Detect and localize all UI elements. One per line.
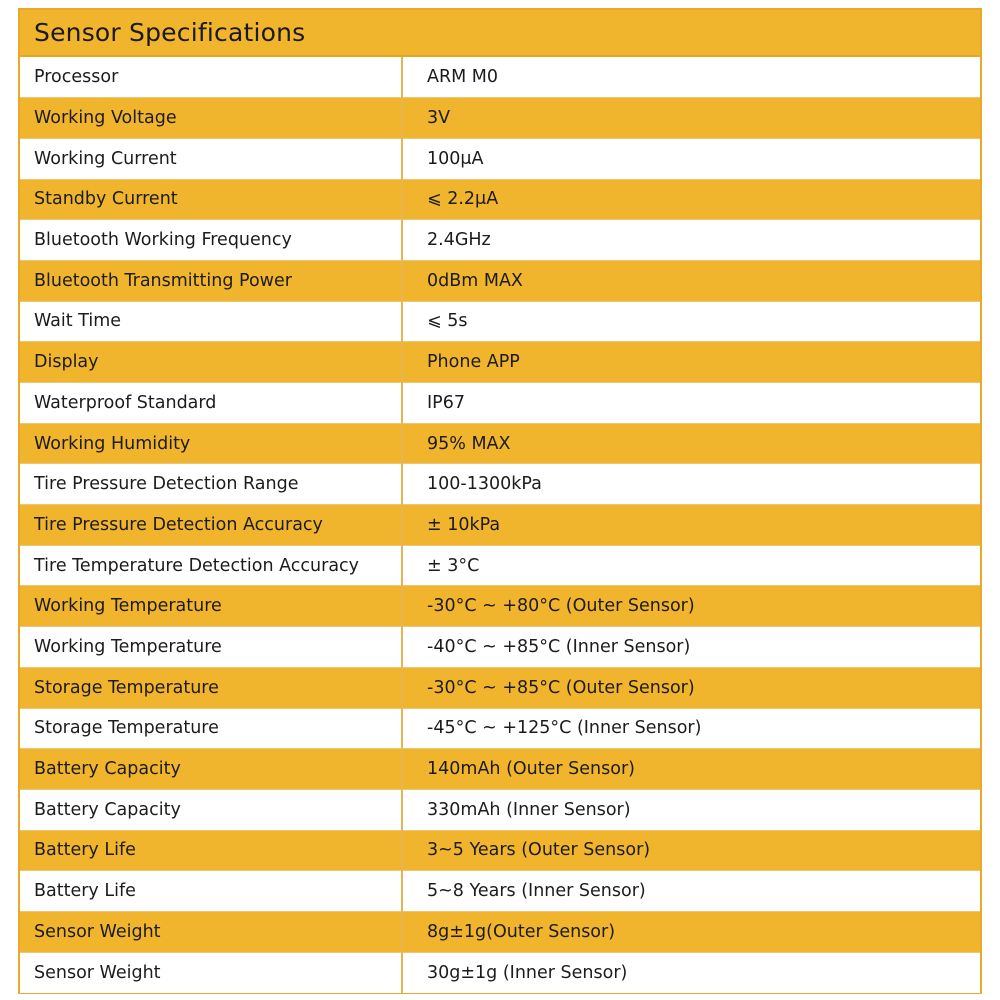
spec-label: Bluetooth Working Frequency (20, 220, 402, 261)
table-row (20, 260, 980, 301)
table-row (20, 342, 980, 383)
table-row (20, 57, 980, 98)
table-row (20, 383, 980, 424)
spec-value: ± 3°C (402, 545, 980, 586)
spec-value: 30g±1g (Inner Sensor) (402, 952, 980, 993)
spec-label: Processor (20, 57, 402, 98)
title-bar (20, 10, 980, 57)
table-row (20, 301, 980, 342)
page-title: Sensor Specifications (34, 18, 306, 47)
spec-label: Bluetooth Transmitting Power (20, 260, 402, 301)
table-row (20, 423, 980, 464)
spec-value: 0dBm MAX (402, 260, 980, 301)
spec-label: Working Humidity (20, 423, 402, 464)
spec-label: Sensor Weight (20, 911, 402, 952)
table-row (20, 627, 980, 668)
spec-label: Working Temperature (20, 627, 402, 668)
spec-table (20, 57, 980, 993)
table-row (20, 667, 980, 708)
spec-value: 95% MAX (402, 423, 980, 464)
table-row (20, 911, 980, 952)
spec-value: 100-1300kPa (402, 464, 980, 505)
table-row (20, 220, 980, 261)
spec-label: Storage Temperature (20, 667, 402, 708)
spec-label: Waterproof Standard (20, 383, 402, 424)
table-row (20, 789, 980, 830)
spec-value: -45°C ~ +125°C (Inner Sensor) (402, 708, 980, 749)
spec-value: ± 10kPa (402, 505, 980, 546)
spec-label: Tire Pressure Detection Range (20, 464, 402, 505)
table-row (20, 871, 980, 912)
table-row (20, 179, 980, 220)
table-row (20, 138, 980, 179)
spec-value: 3~5 Years (Outer Sensor) (402, 830, 980, 871)
spec-value: Phone APP (402, 342, 980, 383)
spec-value: ⩽ 5s (402, 301, 980, 342)
spec-table-body (20, 57, 980, 993)
spec-label: Working Current (20, 138, 402, 179)
spec-value: -30°C ~ +85°C (Outer Sensor) (402, 667, 980, 708)
table-row (20, 545, 980, 586)
spec-label: Battery Life (20, 871, 402, 912)
spec-label: Standby Current (20, 179, 402, 220)
spec-label: Battery Capacity (20, 749, 402, 790)
spec-label: Sensor Weight (20, 952, 402, 993)
spec-sheet (18, 8, 982, 994)
spec-value: 140mAh (Outer Sensor) (402, 749, 980, 790)
spec-value: 100μA (402, 138, 980, 179)
table-row (20, 830, 980, 871)
table-row (20, 505, 980, 546)
table-row (20, 464, 980, 505)
spec-value: 5~8 Years (Inner Sensor) (402, 871, 980, 912)
spec-label: Battery Capacity (20, 789, 402, 830)
spec-label: Display (20, 342, 402, 383)
spec-label: Storage Temperature (20, 708, 402, 749)
table-row (20, 586, 980, 627)
spec-value: ⩽ 2.2μA (402, 179, 980, 220)
table-row (20, 708, 980, 749)
spec-value: 3V (402, 98, 980, 139)
spec-label: Working Voltage (20, 98, 402, 139)
table-row (20, 749, 980, 790)
spec-value: IP67 (402, 383, 980, 424)
spec-value: 2.4GHz (402, 220, 980, 261)
spec-label: Tire Pressure Detection Accuracy (20, 505, 402, 546)
spec-label: Tire Temperature Detection Accuracy (20, 545, 402, 586)
spec-value: ARM M0 (402, 57, 980, 98)
table-row (20, 98, 980, 139)
table-row (20, 952, 980, 993)
spec-label: Wait Time (20, 301, 402, 342)
spec-value: 330mAh (Inner Sensor) (402, 789, 980, 830)
spec-value: 8g±1g(Outer Sensor) (402, 911, 980, 952)
spec-value: -30°C ~ +80°C (Outer Sensor) (402, 586, 980, 627)
spec-label: Battery Life (20, 830, 402, 871)
spec-label: Working Temperature (20, 586, 402, 627)
spec-value: -40°C ~ +85°C (Inner Sensor) (402, 627, 980, 668)
